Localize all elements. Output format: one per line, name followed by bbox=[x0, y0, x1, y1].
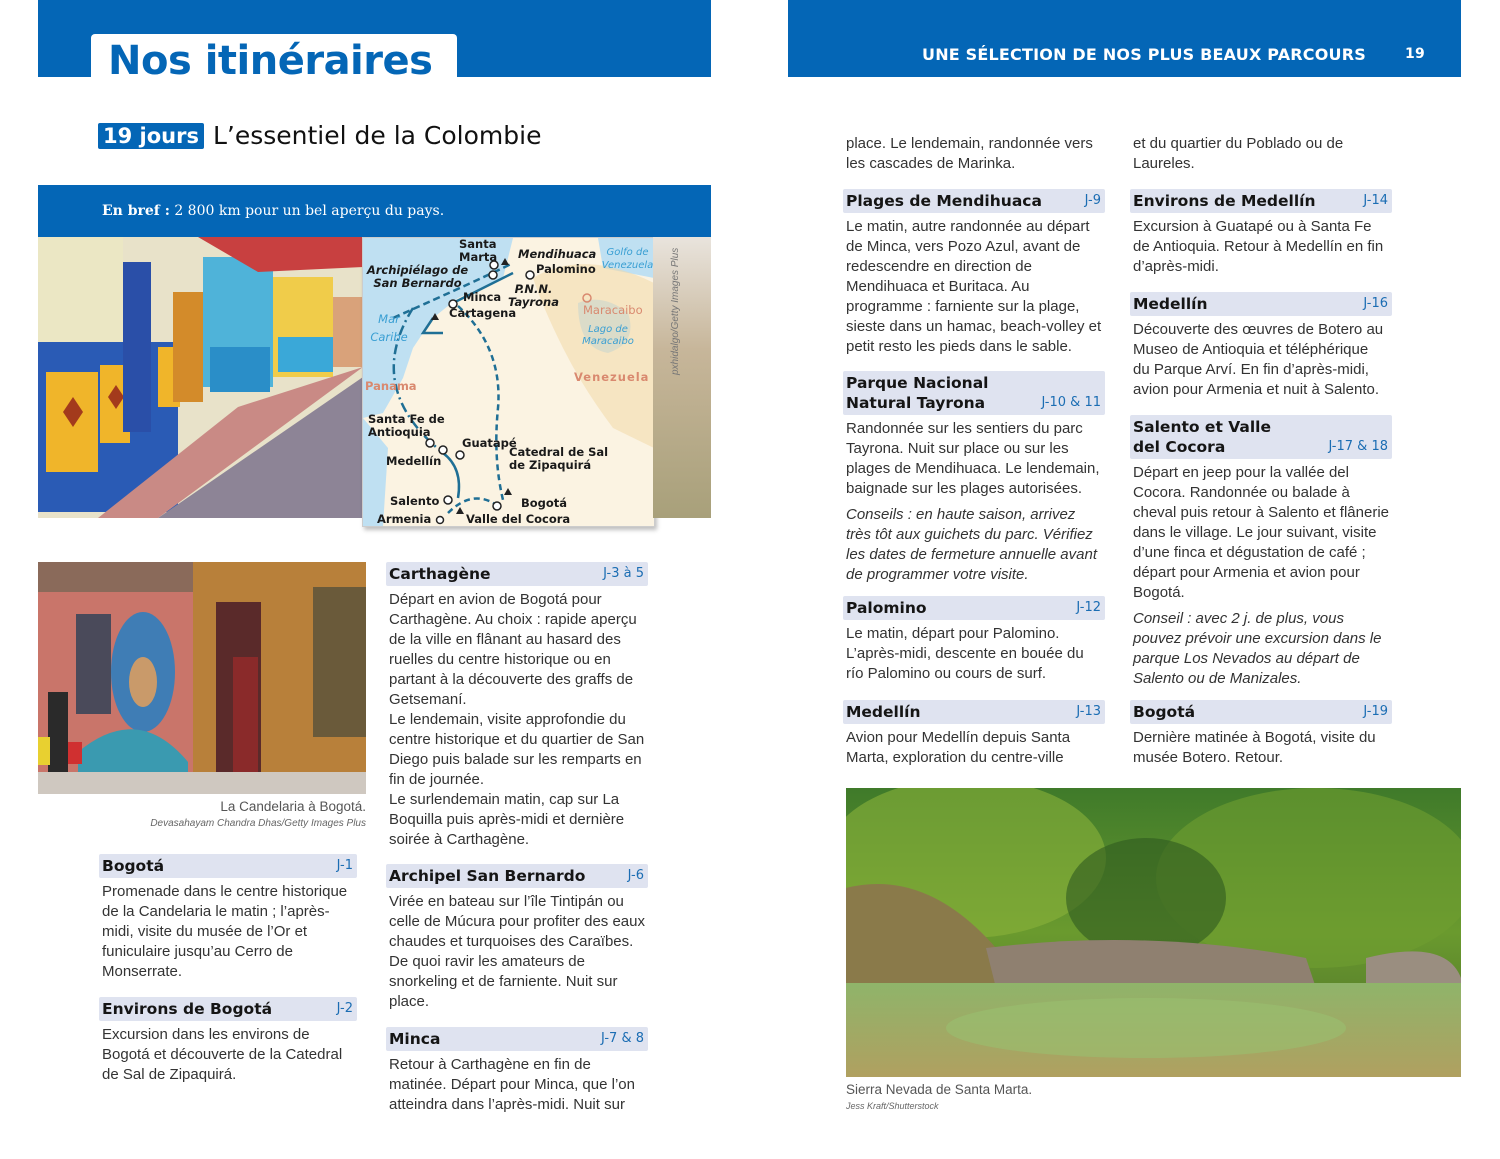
section-palomino-j12 bbox=[843, 596, 1105, 684]
section-tip: Conseils : en haute saison, arrivez très tôt aux guichets du parc. Vérifiez les dates de fermeture annuelle avant de programmer votre visite. bbox=[846, 506, 1097, 583]
section-header bbox=[843, 700, 1105, 724]
map-label-mar-caribe: Mar Caribe bbox=[370, 312, 408, 344]
itinerary-title: L’essentiel de la Colombie bbox=[212, 121, 542, 150]
section-header bbox=[99, 854, 357, 878]
section-paragraph: Le lendemain, visite approfondie du centre historique et du quartier de San Diego puis balade sur les remparts en fin de journée. bbox=[389, 711, 645, 788]
section-day: J-14 bbox=[1363, 193, 1388, 208]
section-header bbox=[843, 189, 1105, 213]
section-name: Environs de Bogotá bbox=[102, 1000, 273, 1018]
section-day: J-19 bbox=[1363, 704, 1388, 719]
col2-continued-text: et du quartier du Poblado ou de Laureles. bbox=[1133, 135, 1344, 172]
section-header bbox=[1130, 415, 1392, 459]
map-label-zipaquira: Catedral de Sal de Zipaquirá bbox=[509, 445, 609, 472]
section-body bbox=[386, 586, 648, 850]
map-label-minca: Minca bbox=[463, 290, 502, 304]
section-name: Archipel San Bernardo bbox=[389, 867, 586, 885]
section-day: J-17 & 18 bbox=[1328, 439, 1388, 454]
section-header bbox=[386, 562, 648, 586]
map-label-salento: Salento bbox=[390, 494, 440, 508]
section-body: Découverte des œuvres de Botero au Museo de Antioquia et téléphérique du Parque Arví. En fin d’après-midi, avion pour Armenia et nuit à Salento. bbox=[1133, 321, 1384, 398]
section-minca-j7-8 bbox=[386, 1027, 648, 1115]
sierra-caption: Sierra Nevada de Santa Marta. bbox=[846, 1082, 1033, 1097]
section-header bbox=[99, 997, 357, 1021]
en-bref-text: 2 800 km pour un bel aperçu du pays. bbox=[169, 203, 445, 219]
map-label-maracaibo: Maracaibo bbox=[583, 303, 643, 317]
section-name: Environs de Medellín bbox=[1133, 192, 1316, 210]
section-day: J-9 bbox=[1084, 193, 1101, 208]
section-body: Promenade dans le centre historique de la Candelaria le matin ; l’après-midi, visite du musée de l’Or et funiculaire jusqu’au Cerro de Monserrate. bbox=[102, 883, 348, 980]
photo-candelaria bbox=[38, 562, 366, 794]
section-title: Nos itinéraires bbox=[108, 38, 433, 84]
section-paragraph: Départ en avion de Bogotá pour Carthagène. Au choix : rapide aperçu de la ville en flânant au hasard des ruelles du centre historique ou en partant à la découverte des graffs de Getsemaní. bbox=[389, 591, 637, 708]
section-paragraph: Randonnée sur les sentiers du parc Tayrona. Nuit sur place ou sur les plages de Mendihuaca. Le lendemain, baignade sur les plages autorisées. bbox=[846, 420, 1100, 497]
map-label-cartagena: Cartagena bbox=[449, 306, 517, 320]
section-medellin-j13 bbox=[843, 700, 1105, 768]
section-body bbox=[843, 415, 1105, 585]
en-bref bbox=[102, 203, 444, 219]
map-label-lago-maracaibo: Lago de Maracaibo bbox=[582, 324, 634, 347]
section-paragraph: Départ en jeep pour la vallée del Cocora. Randonnée ou balade à cheval puis retour à Salento et flânerie dans le village. Le jour suivant, visite d’une finca et dégustation de café ; départ pour Armenia et avion pour Bogotá. bbox=[1133, 464, 1389, 601]
candelaria-credit: Devasahayam Chandra Dhas/Getty Images Plus bbox=[150, 818, 366, 829]
map-label-panama: Panama bbox=[365, 379, 417, 393]
photo-colorful-street bbox=[38, 237, 363, 518]
sierra-credit: Jess Kraft/Shutterstock bbox=[846, 1101, 939, 1111]
section-name: Medellín bbox=[846, 703, 921, 721]
section-body: Retour à Carthagène en fin de matinée. Départ pour Minca, que l’on atteindra dans l’après-midi. Nuit sur bbox=[389, 1056, 635, 1113]
map-label-golfo-venezuela: Golfo de Venezuela bbox=[601, 247, 654, 271]
map-label-medellin: Medellín bbox=[386, 454, 442, 468]
section-carthagene-j3-5 bbox=[386, 562, 648, 850]
section-name: Plages de Mendihuaca bbox=[846, 192, 1042, 210]
map-label-santa-fe-antioquia: Santa Fe de Antioquia bbox=[368, 412, 445, 439]
section-name: Bogotá bbox=[1133, 703, 1196, 721]
section-bogota-j19 bbox=[1130, 700, 1392, 768]
map-label-venezuela: Venezuela bbox=[574, 370, 650, 384]
section-name: Minca bbox=[389, 1030, 441, 1048]
map-credit: pxhidalgo/Getty Images Plus bbox=[670, 247, 681, 375]
section-body: Le matin, départ pour Palomino. L’après-midi, descente en bouée du río Palomino ou cours de surf. bbox=[846, 625, 1084, 682]
days-badge: 19 jours bbox=[98, 123, 204, 149]
itinerary-heading bbox=[98, 121, 541, 150]
section-name: Palomino bbox=[846, 599, 927, 617]
section-day: J-10 & 11 bbox=[1041, 395, 1101, 410]
map-label-valle-cocora: Valle del Cocora bbox=[466, 512, 571, 526]
section-archipel-j6 bbox=[386, 864, 648, 1012]
section-day: J-16 bbox=[1363, 296, 1388, 311]
section-day: J-7 & 8 bbox=[600, 1031, 644, 1046]
map-label-tayrona: P.N.N. Tayrona bbox=[508, 282, 559, 309]
section-name: Parque Nacional Natural Tayrona bbox=[846, 374, 989, 412]
en-bref-label: En bref : bbox=[102, 203, 170, 219]
section-body: Dernière matinée à Bogotá, visite du musée Botero. Retour. bbox=[1133, 729, 1376, 766]
section-header bbox=[386, 864, 648, 888]
candelaria-photo-illustration bbox=[38, 562, 366, 794]
section-header bbox=[843, 596, 1105, 620]
section-day: J-6 bbox=[627, 868, 644, 883]
route-map[interactable] bbox=[362, 237, 655, 527]
section-name: Medellín bbox=[1133, 295, 1208, 313]
photo-sierra-nevada bbox=[846, 788, 1461, 1077]
section-name: Salento et Valle del Cocora bbox=[1133, 418, 1272, 456]
col1-continued-text: place. Le lendemain, randonnée vers les cascades de Marinka. bbox=[846, 135, 1093, 172]
running-head: UNE SÉLECTION DE NOS PLUS BEAUX PARCOURS bbox=[922, 45, 1366, 64]
map-label-guatape: Guatapé bbox=[462, 436, 517, 450]
section-mendihuaca-j9 bbox=[843, 189, 1105, 357]
candelaria-caption: La Candelaria à Bogotá. bbox=[220, 799, 366, 814]
section-body: Excursion à Guatapé ou à Santa Fe de Antioquia. Retour à Medellín en fin d’après-midi. bbox=[1133, 218, 1384, 275]
section-environs-bogota-j2 bbox=[99, 997, 357, 1085]
section-header bbox=[1130, 292, 1392, 316]
section-body: Le matin, autre randonnée au départ de Minca, vers Pozo Azul, avant de redescendre en direction de Mendihuaca et Buritaca. Au programme : farniente sur la plage, sieste dans un hamac, beach-volley et petit resto les pieds dans le sable. bbox=[846, 218, 1102, 355]
section-name: Carthagène bbox=[389, 565, 491, 583]
section-body bbox=[1130, 459, 1392, 689]
section-day: J-13 bbox=[1076, 704, 1101, 719]
section-salento-j17-18 bbox=[1130, 415, 1392, 689]
section-body: Virée en bateau sur l’île Tintipán ou celle de Múcura pour profiter des eaux chaudes et turquoises des Caraïbes. De quoi ravir les amateurs de snorkeling et de farniente. Nuit sur place. bbox=[389, 893, 645, 1010]
section-paragraph: Le surlendemain matin, cap sur La Boquilla puis après-midi et dernière soirée à Carthagène. bbox=[389, 791, 625, 848]
section-medellin-j16 bbox=[1130, 292, 1392, 400]
map-label-mendihuaca: Mendihuaca bbox=[518, 247, 597, 261]
section-tayrona-j10-11 bbox=[843, 371, 1105, 585]
section-header bbox=[843, 371, 1105, 415]
street-photo-illustration bbox=[38, 237, 363, 518]
section-body: Avion pour Medellín depuis Santa Marta, exploration du centre-ville bbox=[846, 729, 1071, 766]
section-tip: Conseil : avec 2 j. de plus, vous pouvez prévoir une excursion dans le parque Los Nevados au départ de Salento ou de Manizales. bbox=[1133, 610, 1382, 687]
sierra-photo-illustration bbox=[846, 788, 1461, 1077]
section-day: J-1 bbox=[336, 858, 353, 873]
section-day: J-2 bbox=[336, 1001, 353, 1016]
page-number: 19 bbox=[1405, 46, 1425, 62]
section-header bbox=[1130, 700, 1392, 724]
section-environs-medellin-j14 bbox=[1130, 189, 1392, 277]
map-label-armenia: Armenia bbox=[377, 512, 432, 526]
map-label-palomino: Palomino bbox=[536, 262, 596, 276]
section-body: Excursion dans les environs de Bogotá et découverte de la Catedral de Sal de Zipaquirá. bbox=[102, 1026, 343, 1083]
map-side-photo-strip bbox=[653, 237, 711, 518]
map-label-san-bernardo: Archipiélago de San Bernardo bbox=[366, 263, 469, 290]
map-label-santa-marta: Santa Marta bbox=[459, 237, 498, 264]
section-bogota-j1 bbox=[99, 854, 357, 982]
section-header bbox=[1130, 189, 1392, 213]
map-label-bogota: Bogotá bbox=[521, 496, 568, 510]
section-name: Bogotá bbox=[102, 857, 165, 875]
section-day: J-3 à 5 bbox=[603, 566, 644, 581]
section-header bbox=[386, 1027, 648, 1051]
section-day: J-12 bbox=[1076, 600, 1101, 615]
right-header-band bbox=[788, 0, 1461, 77]
